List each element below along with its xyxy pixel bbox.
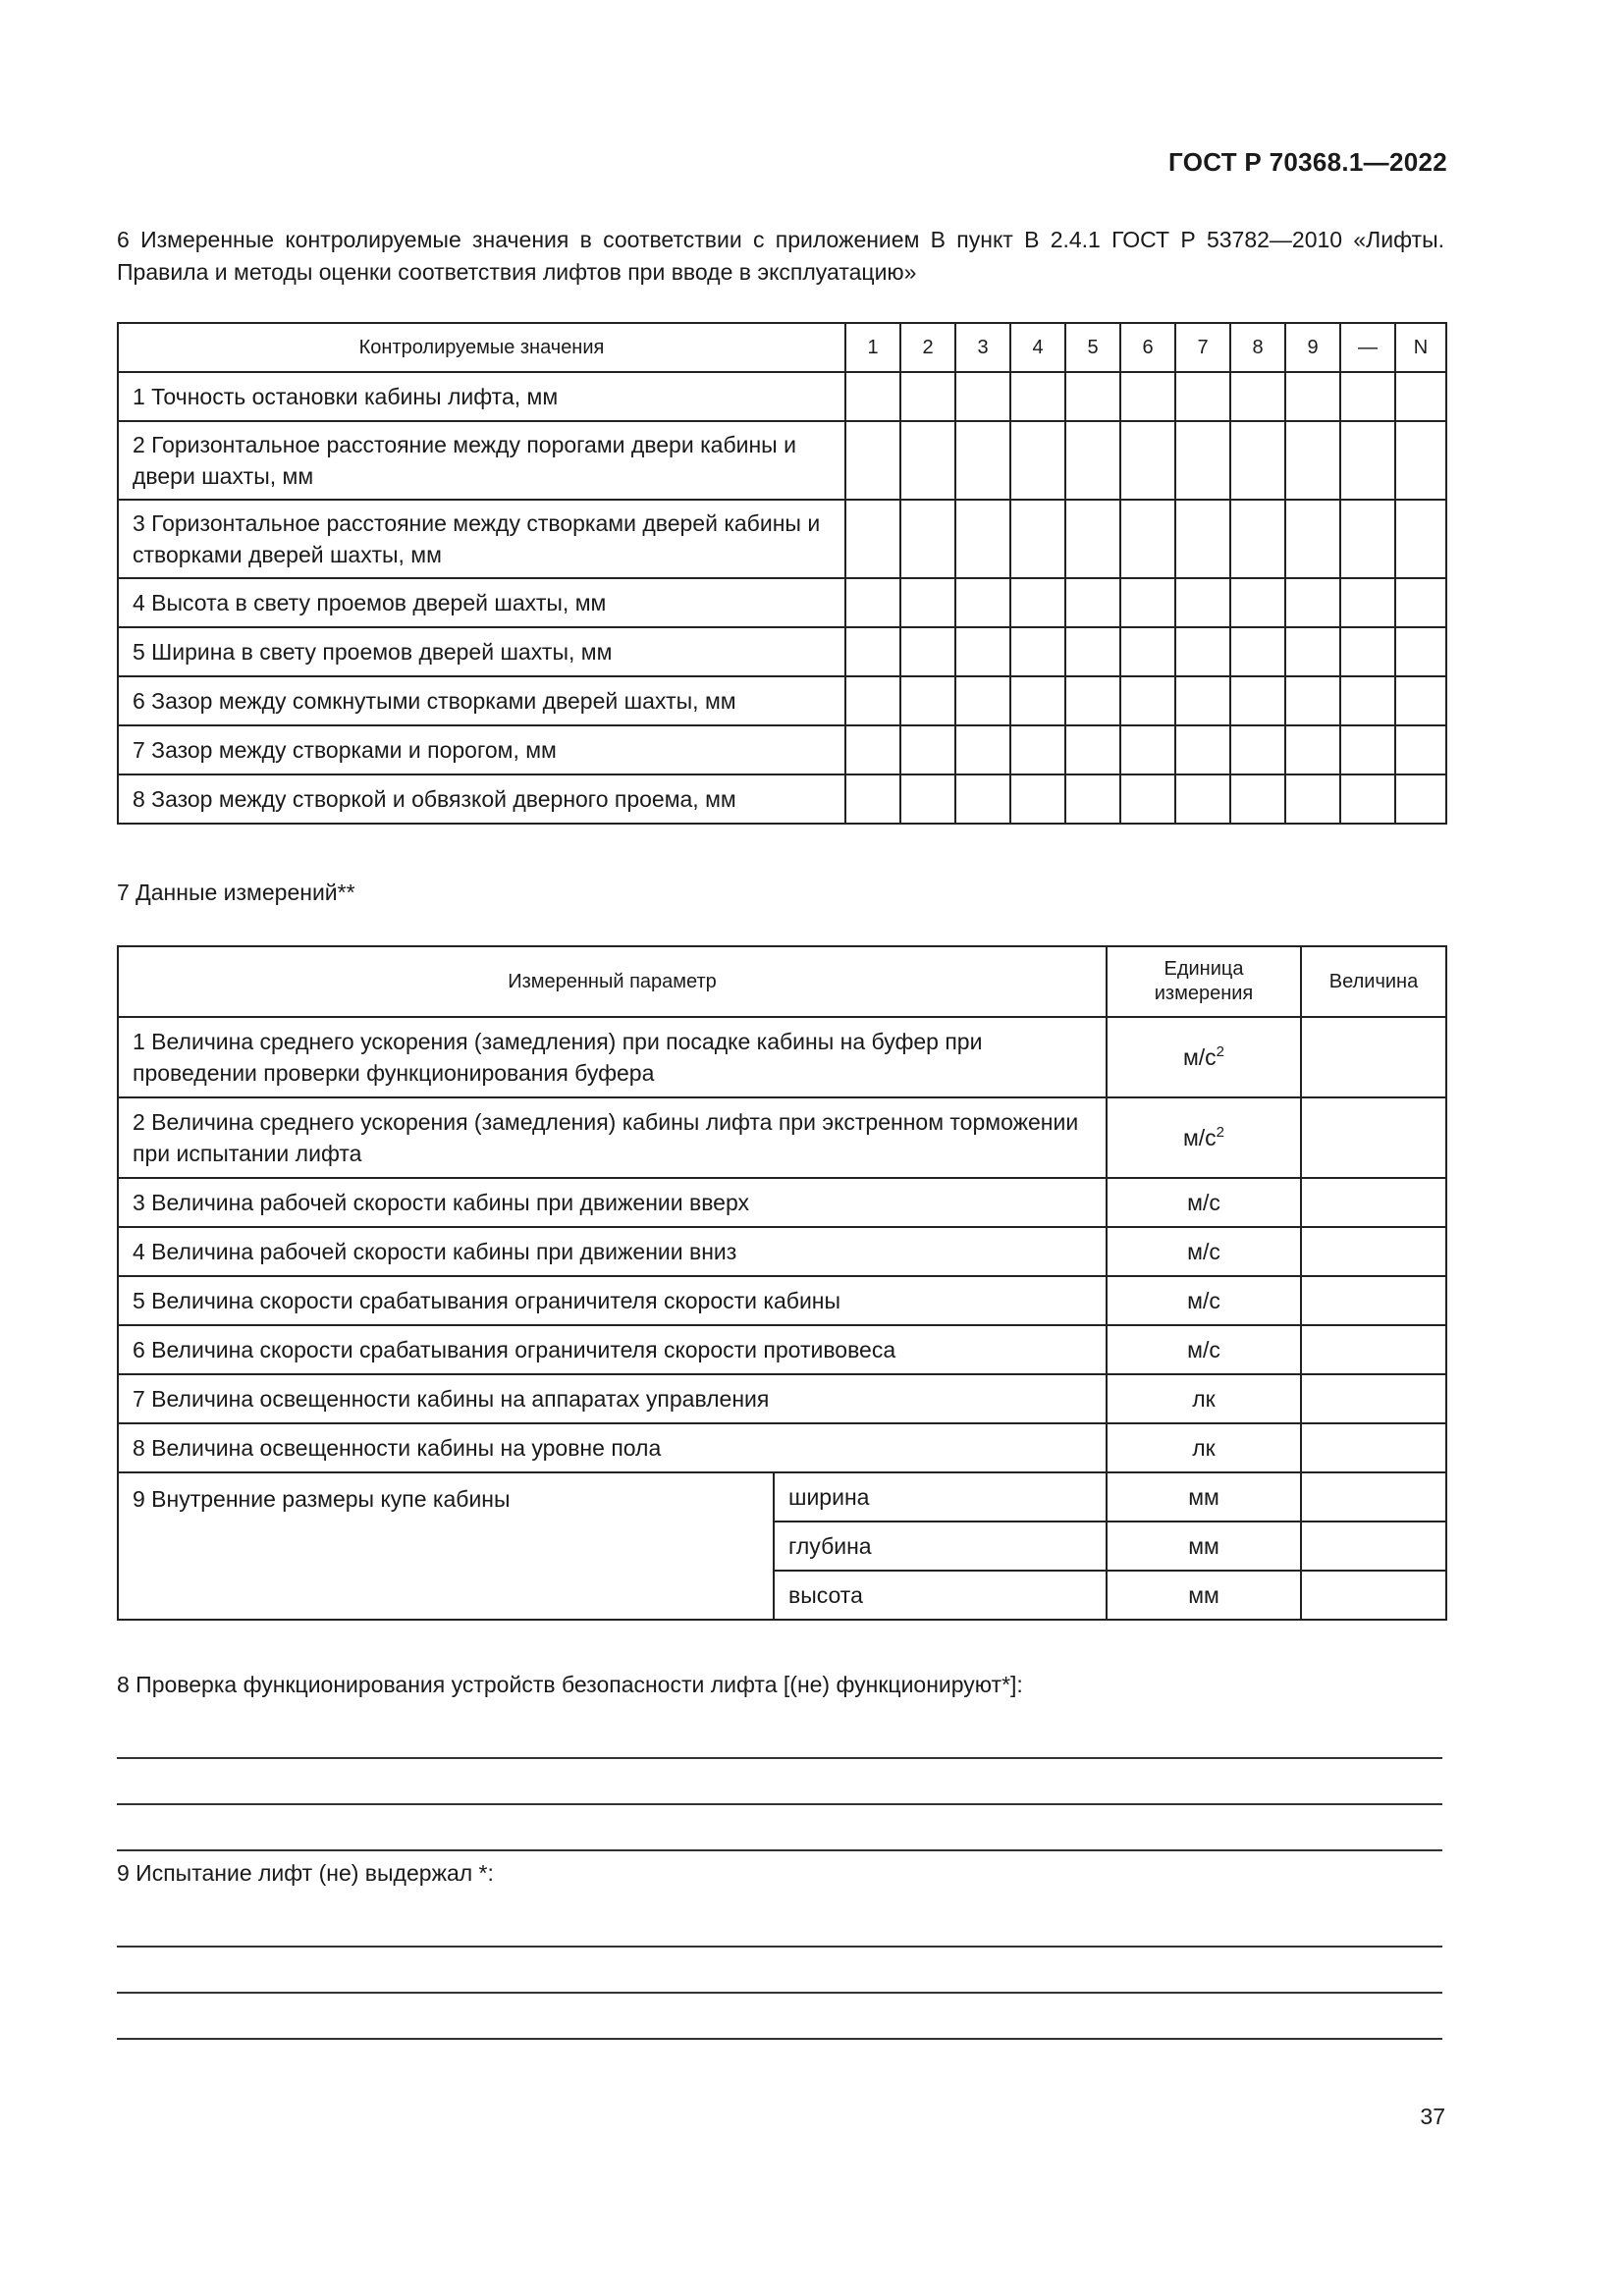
sub-param-cell: глубина bbox=[774, 1522, 1107, 1571]
header-unit bbox=[1107, 946, 1301, 1017]
header-cell: 1 bbox=[845, 323, 900, 372]
sub-param-cell: высота bbox=[774, 1571, 1107, 1620]
answer-line[interactable] bbox=[117, 1805, 1442, 1851]
measurement-cell[interactable] bbox=[955, 578, 1010, 627]
measurement-cell[interactable] bbox=[845, 725, 900, 774]
unit-cell: мм bbox=[1107, 1522, 1301, 1571]
section-8-text: 8 Проверка функционирования устройств безопасности лифта [(не) функционируют*]: bbox=[117, 1672, 1023, 1697]
measurement-cell[interactable] bbox=[1285, 774, 1340, 824]
measurement-cell[interactable] bbox=[955, 372, 1010, 421]
measurement-cell[interactable] bbox=[1120, 774, 1175, 824]
measurement-cell[interactable] bbox=[1065, 725, 1120, 774]
measurement-cell[interactable] bbox=[1340, 774, 1395, 824]
value-cell[interactable] bbox=[1301, 1374, 1446, 1423]
controlled-value-label: 4 Высота в свету проемов дверей шахты, мм bbox=[118, 578, 845, 627]
answer-line[interactable] bbox=[117, 1994, 1442, 2040]
measurement-cell[interactable] bbox=[1285, 421, 1340, 500]
unit-cell bbox=[1107, 1017, 1301, 1097]
controlled-values-table bbox=[117, 322, 1447, 825]
measurement-cell[interactable] bbox=[1175, 774, 1230, 824]
header-cell: 4 bbox=[1010, 323, 1065, 372]
measurement-cell[interactable] bbox=[1395, 725, 1446, 774]
param-cell: 9 Внутренние размеры купе кабины bbox=[118, 1472, 774, 1620]
table-row bbox=[118, 627, 1446, 676]
unit-cell: м/с bbox=[1107, 1178, 1301, 1227]
param-cell: 6 Величина скорости срабатывания ограничителя скорости противовеса bbox=[118, 1325, 1107, 1374]
measurement-cell[interactable] bbox=[845, 372, 900, 421]
unit-text: м/с bbox=[1182, 1125, 1217, 1150]
controlled-value-label: 8 Зазор между створкой и обвязкой дверного проема, мм bbox=[118, 774, 845, 824]
header-cell: N bbox=[1395, 323, 1446, 372]
table-row bbox=[118, 578, 1446, 627]
measurement-cell[interactable] bbox=[900, 500, 955, 578]
table-row bbox=[118, 1276, 1446, 1325]
unit-cell: мм bbox=[1107, 1472, 1301, 1522]
param-cell: 5 Величина скорости срабатывания ограничителя скорости кабины bbox=[118, 1276, 1107, 1325]
measurement-cell[interactable] bbox=[845, 500, 900, 578]
section-8-answer-lines[interactable] bbox=[117, 1713, 1442, 1851]
value-cell[interactable] bbox=[1301, 1571, 1446, 1620]
controlled-value-label: 3 Горизонтальное расстояние между створками дверей кабины и створками дверей шахты, мм bbox=[118, 500, 845, 578]
table-row bbox=[118, 1472, 1446, 1522]
measurement-cell[interactable] bbox=[1120, 676, 1175, 725]
header-cell: 8 bbox=[1230, 323, 1285, 372]
table-row bbox=[118, 421, 1446, 500]
measurement-cell[interactable] bbox=[1340, 725, 1395, 774]
measurement-cell[interactable] bbox=[1175, 421, 1230, 500]
measurement-cell[interactable] bbox=[1120, 372, 1175, 421]
section-6-text: 6 Измеренные контролируемые значения в соответствии с приложением В пункт В 2.4.1 ГОСТ Р 53782—2010 «Лифты. Правила и методы оценки соответствия лифтов при вводе в эксплуатацию» bbox=[117, 227, 1444, 285]
table-row bbox=[118, 1178, 1446, 1227]
measurement-cell[interactable] bbox=[1065, 676, 1120, 725]
measurement-cell[interactable] bbox=[1230, 627, 1285, 676]
controlled-value-label: 6 Зазор между сомкнутыми створками дверей шахты, мм bbox=[118, 676, 845, 725]
unit-superscript: 2 bbox=[1216, 1124, 1225, 1141]
measurement-cell[interactable] bbox=[1285, 725, 1340, 774]
measurement-cell[interactable] bbox=[900, 774, 955, 824]
measurement-cell[interactable] bbox=[955, 725, 1010, 774]
measurement-cell[interactable] bbox=[1395, 500, 1446, 578]
measurement-cell[interactable] bbox=[1065, 774, 1120, 824]
measurement-cell[interactable] bbox=[845, 627, 900, 676]
table-row bbox=[118, 1227, 1446, 1276]
measurement-cell[interactable] bbox=[900, 578, 955, 627]
measurement-cell[interactable] bbox=[1120, 578, 1175, 627]
measurement-cell[interactable] bbox=[1340, 578, 1395, 627]
controlled-value-label: 1 Точность остановки кабины лифта, мм bbox=[118, 372, 845, 421]
unit-cell: м/с bbox=[1107, 1227, 1301, 1276]
param-cell: 3 Величина рабочей скорости кабины при движении вверх bbox=[118, 1178, 1107, 1227]
table-row bbox=[118, 1017, 1446, 1097]
measurement-cell[interactable] bbox=[1395, 372, 1446, 421]
unit-cell: м/с bbox=[1107, 1325, 1301, 1374]
measurement-cell[interactable] bbox=[955, 421, 1010, 500]
header-cell: 7 bbox=[1175, 323, 1230, 372]
measurement-cell[interactable] bbox=[955, 774, 1010, 824]
unit-cell bbox=[1107, 1097, 1301, 1178]
value-cell[interactable] bbox=[1301, 1423, 1446, 1472]
measurement-cell[interactable] bbox=[955, 676, 1010, 725]
header-cell: 9 bbox=[1285, 323, 1340, 372]
measurement-cell[interactable] bbox=[1065, 421, 1120, 500]
table-row bbox=[118, 1097, 1446, 1178]
value-cell[interactable] bbox=[1301, 1227, 1446, 1276]
measurement-cell[interactable] bbox=[1010, 421, 1065, 500]
measurement-cell[interactable] bbox=[1230, 725, 1285, 774]
answer-line[interactable] bbox=[117, 1948, 1442, 1994]
measurement-cell[interactable] bbox=[1230, 372, 1285, 421]
measurement-cell[interactable] bbox=[1395, 774, 1446, 824]
param-cell: 8 Величина освещенности кабины на уровне пола bbox=[118, 1423, 1107, 1472]
sub-param-cell: ширина bbox=[774, 1472, 1107, 1522]
measurement-cell[interactable] bbox=[1340, 500, 1395, 578]
measurement-cell[interactable] bbox=[1175, 372, 1230, 421]
measurement-cell[interactable] bbox=[1010, 774, 1065, 824]
measurement-cell[interactable] bbox=[900, 676, 955, 725]
measurement-cell[interactable] bbox=[900, 627, 955, 676]
measurement-cell[interactable] bbox=[1065, 500, 1120, 578]
value-cell[interactable] bbox=[1301, 1178, 1446, 1227]
table-row bbox=[118, 1374, 1446, 1423]
measurement-cell[interactable] bbox=[1010, 676, 1065, 725]
table-row bbox=[118, 774, 1446, 824]
measurement-cell[interactable] bbox=[845, 774, 900, 824]
measurement-cell[interactable] bbox=[1010, 500, 1065, 578]
table-row bbox=[118, 1423, 1446, 1472]
unit-cell: лк bbox=[1107, 1374, 1301, 1423]
measurement-cell[interactable] bbox=[1065, 627, 1120, 676]
measurement-cell[interactable] bbox=[1230, 676, 1285, 725]
header-cell: 6 bbox=[1120, 323, 1175, 372]
value-cell[interactable] bbox=[1301, 1097, 1446, 1178]
measurement-cell[interactable] bbox=[1175, 627, 1230, 676]
measurement-cell[interactable] bbox=[845, 676, 900, 725]
measurement-cell[interactable] bbox=[1230, 578, 1285, 627]
table-row bbox=[118, 676, 1446, 725]
measurement-cell[interactable] bbox=[1120, 421, 1175, 500]
measurement-cell[interactable] bbox=[1395, 421, 1446, 500]
param-cell: 2 Величина среднего ускорения (замедления) кабины лифта при экстренном торможении при испытании лифта bbox=[118, 1097, 1107, 1178]
measurement-cell[interactable] bbox=[1175, 725, 1230, 774]
measurement-cell[interactable] bbox=[1285, 578, 1340, 627]
measurement-cell[interactable] bbox=[1230, 421, 1285, 500]
value-cell[interactable] bbox=[1301, 1325, 1446, 1374]
measurement-cell[interactable] bbox=[1395, 627, 1446, 676]
section-7-title: 7 Данные измерений** bbox=[117, 880, 355, 905]
measurement-cell[interactable] bbox=[1010, 372, 1065, 421]
value-cell[interactable] bbox=[1301, 1276, 1446, 1325]
measurement-cell[interactable] bbox=[845, 578, 900, 627]
header-cell: — bbox=[1340, 323, 1395, 372]
controlled-value-label: 2 Горизонтальное расстояние между порогами двери кабины и двери шахты, мм bbox=[118, 421, 845, 500]
measurement-cell[interactable] bbox=[1120, 627, 1175, 676]
measurement-cell[interactable] bbox=[1285, 500, 1340, 578]
param-cell: 4 Величина рабочей скорости кабины при движении вниз bbox=[118, 1227, 1107, 1276]
header-cell: 2 bbox=[900, 323, 955, 372]
answer-line[interactable] bbox=[117, 1901, 1442, 1948]
header-param: Измеренный параметр bbox=[118, 946, 1107, 1017]
measurement-cell[interactable] bbox=[1340, 372, 1395, 421]
header-unit-line2: измерения bbox=[1154, 983, 1254, 1004]
measurement-cell[interactable] bbox=[955, 500, 1010, 578]
controlled-value-label: 5 Ширина в свету проемов дверей шахты, мм bbox=[118, 627, 845, 676]
controlled-value-label: 7 Зазор между створками и порогом, мм bbox=[118, 725, 845, 774]
table-row bbox=[118, 1325, 1446, 1374]
measurement-cell[interactable] bbox=[1175, 500, 1230, 578]
unit-cell: м/с bbox=[1107, 1276, 1301, 1325]
param-cell: 7 Величина освещенности кабины на аппаратах управления bbox=[118, 1374, 1107, 1423]
measurement-cell[interactable] bbox=[1285, 676, 1340, 725]
measurement-cell[interactable] bbox=[1120, 500, 1175, 578]
table-row bbox=[118, 725, 1446, 774]
header-value: Величина bbox=[1301, 946, 1446, 1017]
measurement-cell[interactable] bbox=[1230, 774, 1285, 824]
table-row bbox=[118, 500, 1446, 578]
value-cell[interactable] bbox=[1301, 1472, 1446, 1522]
header-cell: Контролируемые значения bbox=[118, 323, 845, 372]
measurement-cell[interactable] bbox=[900, 421, 955, 500]
measurement-cell[interactable] bbox=[845, 421, 900, 500]
header-unit-line1: Единица bbox=[1164, 958, 1244, 980]
answer-line[interactable] bbox=[117, 1759, 1442, 1805]
unit-superscript: 2 bbox=[1216, 1043, 1225, 1060]
value-cell[interactable] bbox=[1301, 1522, 1446, 1571]
measurement-cell[interactable] bbox=[1010, 627, 1065, 676]
measurement-cell[interactable] bbox=[1010, 725, 1065, 774]
unit-text: м/с bbox=[1182, 1044, 1217, 1070]
measurement-cell[interactable] bbox=[1010, 578, 1065, 627]
param-cell: 1 Величина среднего ускорения (замедления) при посадке кабины на буфер при проведении проверки функционирования буфера bbox=[118, 1017, 1107, 1097]
measurement-cell[interactable] bbox=[1175, 578, 1230, 627]
measurement-cell[interactable] bbox=[1065, 372, 1120, 421]
measurement-cell[interactable] bbox=[1395, 578, 1446, 627]
measurement-cell[interactable] bbox=[1285, 372, 1340, 421]
measurement-cell[interactable] bbox=[1230, 500, 1285, 578]
measurement-cell[interactable] bbox=[1285, 627, 1340, 676]
table-header-row bbox=[118, 946, 1446, 1017]
unit-cell: мм bbox=[1107, 1571, 1301, 1620]
value-cell[interactable] bbox=[1301, 1017, 1446, 1097]
document-id: ГОСТ Р 70368.1—2022 bbox=[1168, 147, 1447, 177]
measurement-cell[interactable] bbox=[900, 725, 955, 774]
measurement-cell[interactable] bbox=[900, 372, 955, 421]
measurement-cell[interactable] bbox=[1340, 421, 1395, 500]
measurement-cell[interactable] bbox=[1065, 578, 1120, 627]
section-9-text: 9 Испытание лифт (не) выдержал *: bbox=[117, 1860, 494, 1886]
measurement-cell[interactable] bbox=[955, 627, 1010, 676]
measurement-cell[interactable] bbox=[1175, 676, 1230, 725]
table-row bbox=[118, 372, 1446, 421]
header-cell: 3 bbox=[955, 323, 1010, 372]
unit-cell: лк bbox=[1107, 1423, 1301, 1472]
answer-line[interactable] bbox=[117, 1713, 1442, 1759]
measurement-cell[interactable] bbox=[1120, 725, 1175, 774]
measurement-cell[interactable] bbox=[1395, 676, 1446, 725]
page-number: 37 bbox=[1420, 2104, 1445, 2129]
measurements-table bbox=[117, 945, 1447, 1621]
measurement-cell[interactable] bbox=[1340, 627, 1395, 676]
section-9-answer-lines[interactable] bbox=[117, 1901, 1442, 2040]
measurement-cell[interactable] bbox=[1340, 676, 1395, 725]
table-header-row bbox=[118, 323, 1446, 372]
header-cell: 5 bbox=[1065, 323, 1120, 372]
